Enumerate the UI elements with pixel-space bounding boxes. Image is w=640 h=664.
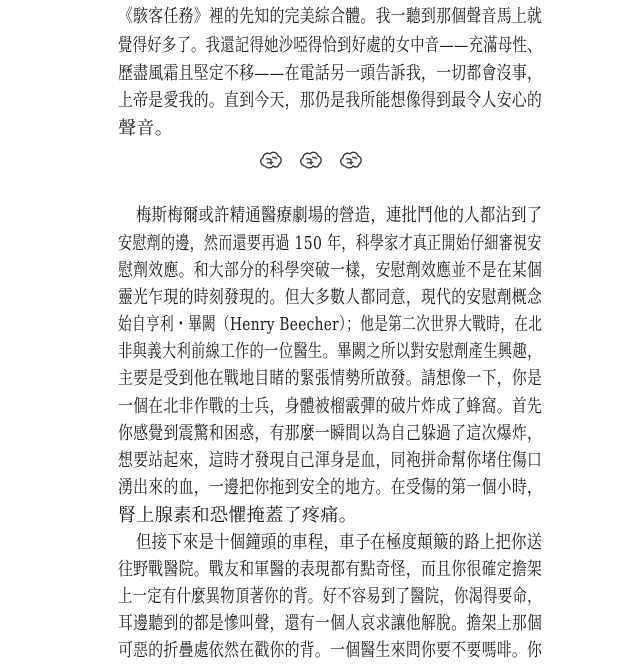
text-line: 非與義大利前線工作的一位醫生。畢闕之所以對安慰劑產生興趣， xyxy=(118,341,542,362)
text-line: 慰劑效應。和大部分的科學突破一樣，安慰劑效應並不是在某個 xyxy=(118,260,543,281)
brain-icon xyxy=(338,148,364,174)
text-line: 主要是受到他在戰地目睹的緊張情勢所啟發。請想像一下，你是 xyxy=(118,368,543,389)
text-line: 湧出來的血，一邊把你拖到安全的地方。在受傷的第一個小時， xyxy=(118,477,543,498)
text-line: 腎上腺素和恐懼掩蓋了疼痛。 xyxy=(118,505,358,526)
text-line: 一個在北非作戰的士兵，身體被榴霰彈的破片炸成了蜂窩。首先 xyxy=(118,396,543,417)
text-line: 想要站起來，這時才發現自己渾身是血，同袍拼命幫你堵住傷口 xyxy=(118,450,543,471)
text-line: 梅斯梅爾或許精通醫療劇場的營造，連批鬥他的人都沾到了 xyxy=(136,205,543,226)
text-line: 但接下來是十個鐘頭的車程，車子在極度顛簸的路上把你送 xyxy=(136,532,543,553)
text-line: 上帝是愛我的。直到今天，那仍是我所能想像得到最令人安心的 xyxy=(118,90,543,111)
text-line: 耳邊聽到的都是慘叫聲，還有一個人哀求讓他解脫。擔架上那個 xyxy=(118,613,543,634)
brain-icon xyxy=(298,148,324,174)
text-line: 聲音。 xyxy=(118,118,174,139)
section-divider xyxy=(258,148,368,176)
text-line: 你感覺到震驚和困惑，有那麼一瞬間以為自己躲過了這次爆炸， xyxy=(118,423,543,444)
text-line: 《駭客任務》裡的先知的完美綜合體。我一聽到那個聲音馬上就 xyxy=(118,6,543,27)
text-line: 靈光乍現的時刻發現的。但大多數人都同意，現代的安慰劑概念 xyxy=(118,287,543,308)
text-line: 上一定有什麼異物頂著你的背。好不容易到了醫院，你渴得要命， xyxy=(118,586,542,607)
text-line: 覺得好多了。我還記得她沙啞得恰到好處的女中音——充滿母性、 xyxy=(118,35,542,56)
text-line: 安慰劑的邊，然而還要再過 150 年，科學家才真正開始仔細審視安 xyxy=(118,233,542,254)
brain-icon xyxy=(258,148,284,174)
text-line: 歷盡風霜且堅定不移——在電話另一頭告訴我，一切都會沒事， xyxy=(118,63,543,84)
text-line: 可惡的折疊處依然在戳你的背。一個醫生來問你要不要嗎啡。你 xyxy=(118,640,543,661)
text-line: 往野戰醫院。戰友和軍醫的表現都有點奇怪，而且你很確定擔架 xyxy=(118,559,543,580)
text-line: 始自亨利・畢闕（Henry Beecher）；他是第二次世界大戰時，在北 xyxy=(118,314,543,335)
